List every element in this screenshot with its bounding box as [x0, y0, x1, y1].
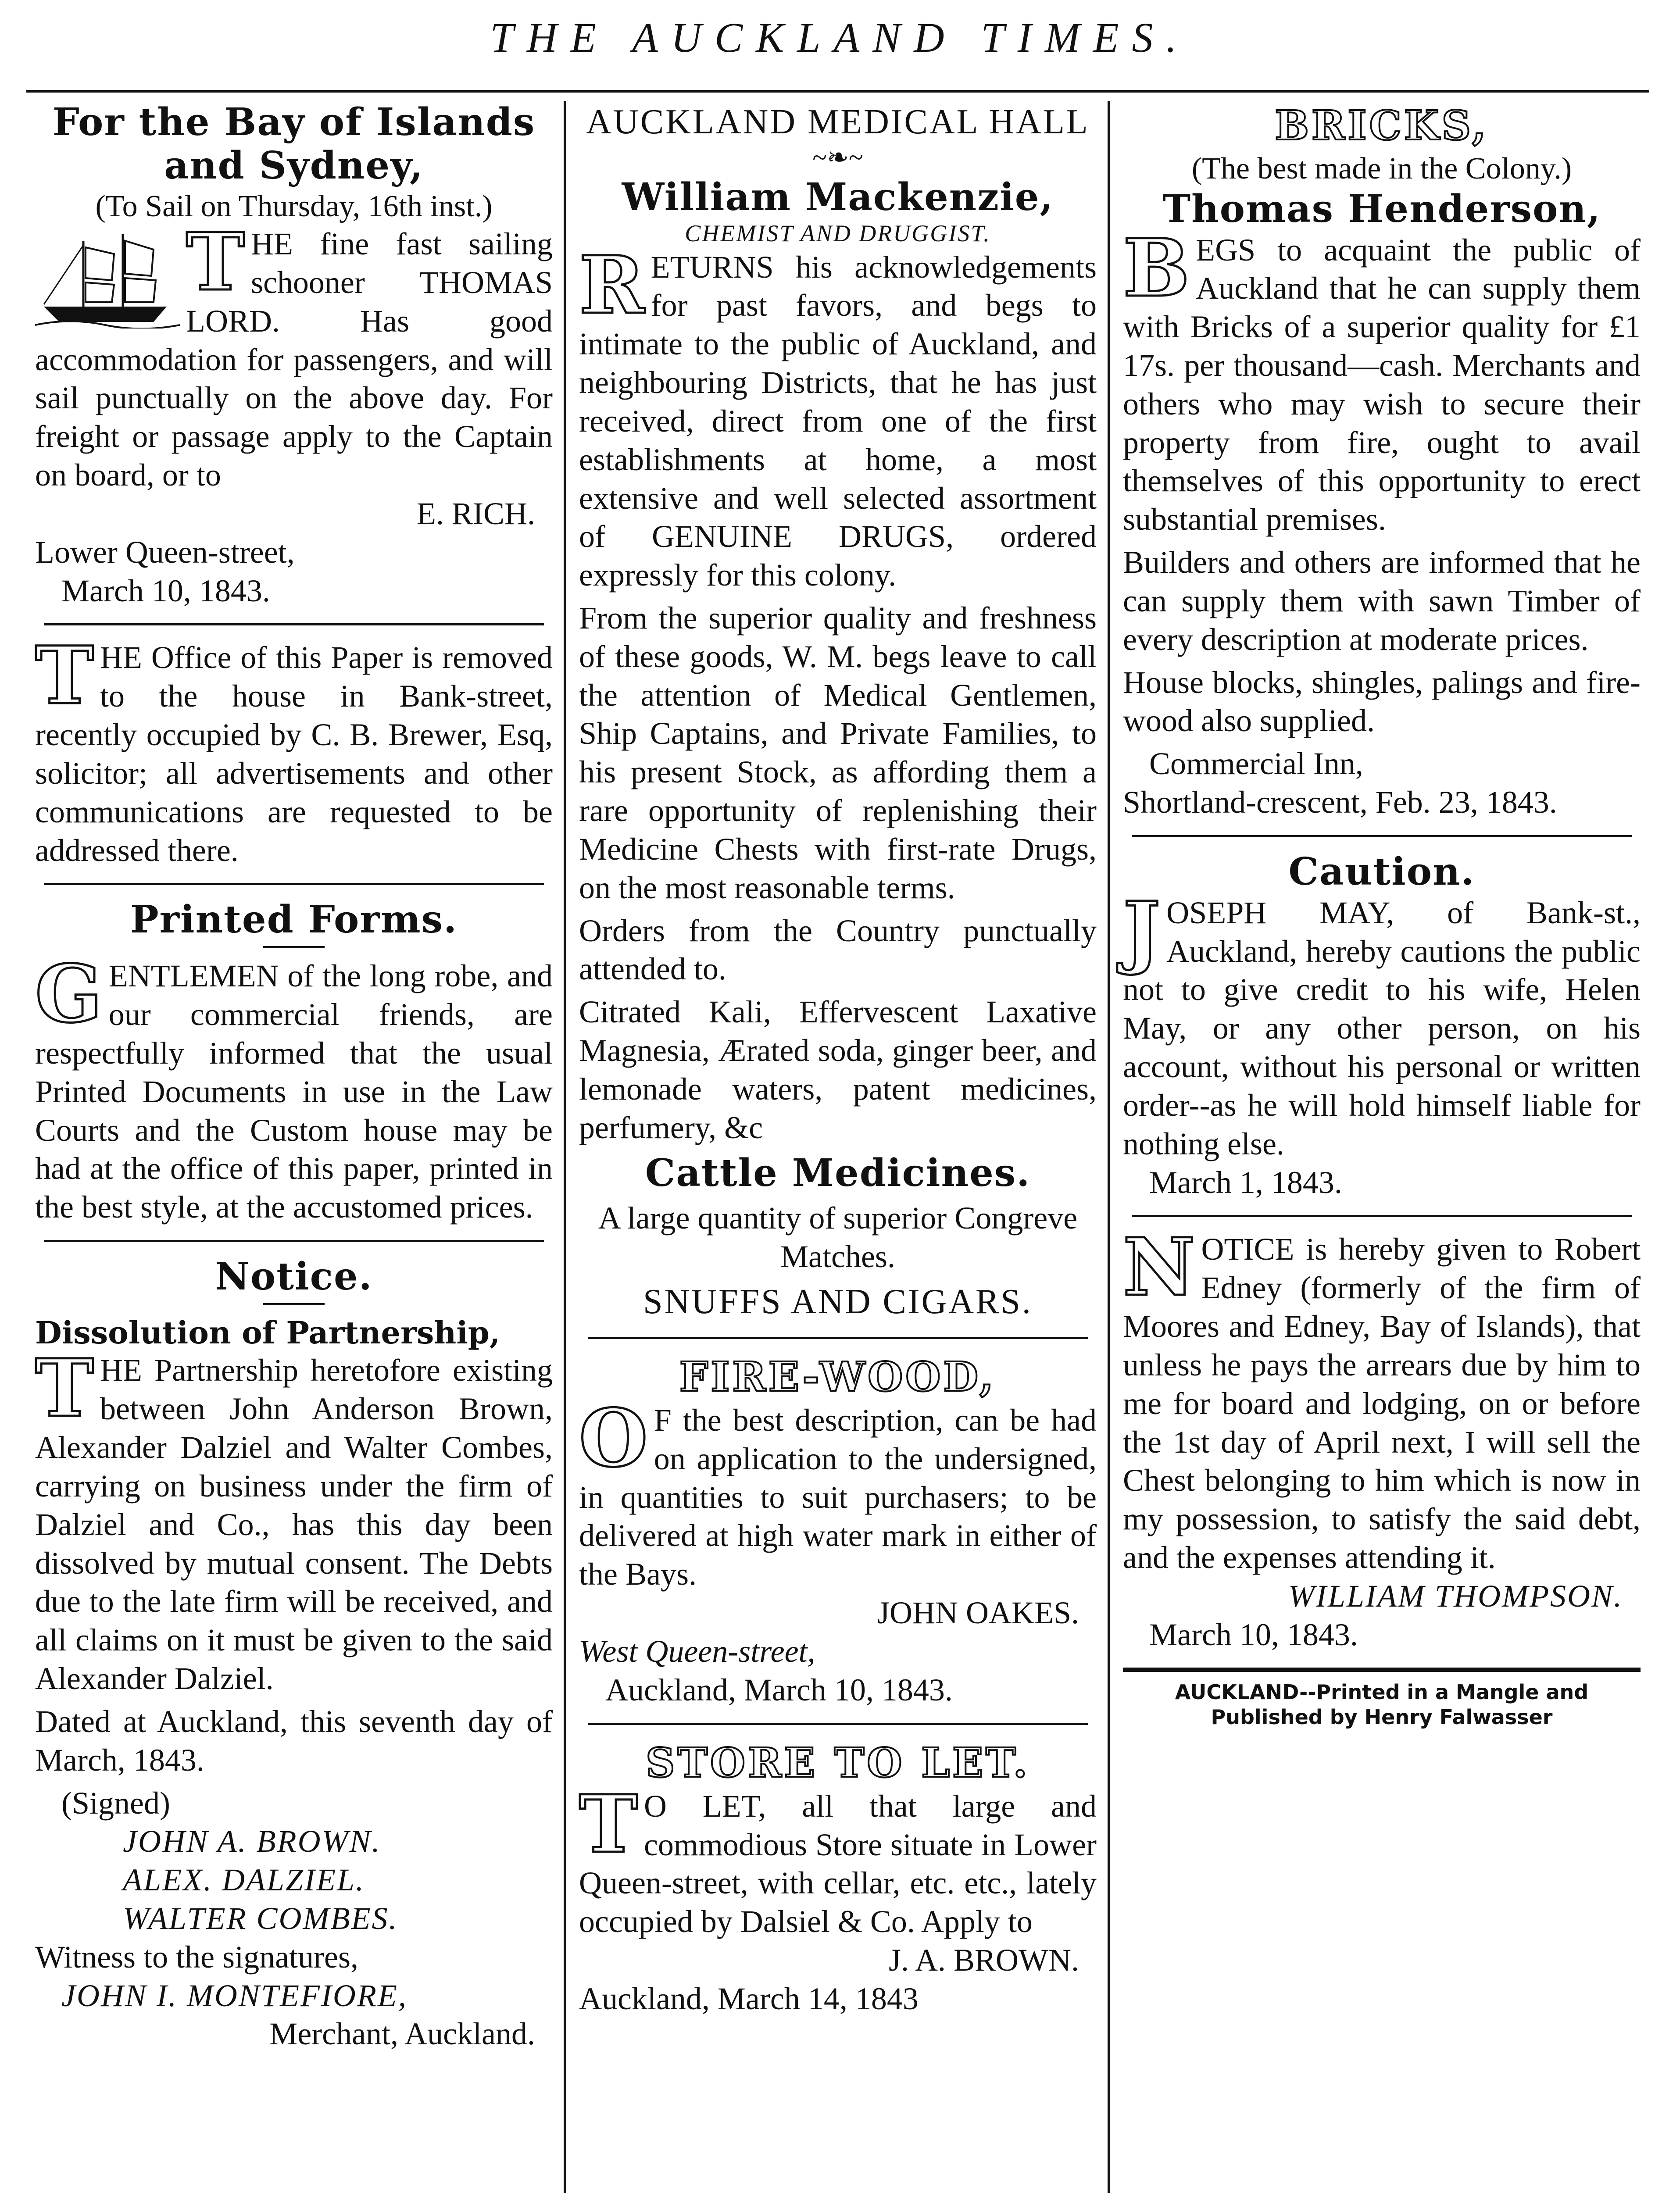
divider — [588, 1337, 1088, 1339]
divider — [588, 1723, 1088, 1725]
ad-place: Commercial Inn, — [1149, 746, 1363, 782]
witness-role: Merchant, Auckland. — [269, 2016, 535, 2052]
ad-date: Shortland-crescent, Feb. 23, 1843. — [1123, 785, 1557, 820]
ad-paragraph: Citrated Kali, Effervescent Laxative Magnesia, Ærated soda, ginger beer, and lemonade waters, patent medicines, perfumery, &c — [579, 994, 1097, 1145]
ad-paragraph: Orders from the Country punctually attended to. — [579, 913, 1097, 987]
divider — [44, 1240, 544, 1242]
ad-paragraph: House blocks, shingles, palings and fire-wood also supplied. — [1123, 664, 1641, 739]
ad-date: March 10, 1843. — [1149, 1617, 1358, 1652]
ad-date: Auckland, March 10, 1843. — [605, 1672, 953, 1707]
imprint-footer: AUCKLAND--Printed in a Mangle and Published by Henry Falwasser — [1123, 1668, 1641, 1730]
drop-cap: J — [1123, 884, 1161, 977]
ad-medical-hall — [579, 101, 1097, 1324]
drop-cap: N — [1123, 1221, 1195, 1314]
ad-body: HE Office of this Paper is removed to the house in Bank-street, recently occupied by C. B. Brewer, Esq, solicitor; all advertisements and other communications are requested to be addressed there. — [35, 640, 553, 868]
ad-notice-edney — [1123, 1221, 1641, 1654]
drop-cap: R — [579, 239, 645, 332]
column-divider — [564, 101, 566, 2193]
ad-body: HE Partnership heretofore existing between John Anderson Brown, Alexander Dalziel and Walter Combes, carrying on business under the firm of Dalziel and Co., has this day been dissolved by mutual consent. The Debts due to the late firm will be received, and all claims on it must be given to the said Alexander Dalziel. — [35, 1353, 553, 1697]
ad-body: EGS to acquaint the public of Auckland that he can supply them with Bricks of a superior quality for £1 17s. per thousand—cash. Merchants and others who may wish to secure their property from fire, ought to avail themselves of this opportunity to erect substantial premises. — [1123, 232, 1641, 537]
ad-title: Printed Forms. — [130, 897, 458, 942]
ad-title: FIRE-WOOD, — [679, 1353, 996, 1400]
ad-bay-of-islands — [35, 101, 553, 610]
ad-heading: SNUFFS AND CIGARS. — [643, 1282, 1033, 1322]
ad-date: March 10, 1843. — [61, 573, 270, 608]
ad-title: Caution. — [1288, 849, 1475, 894]
ad-title: AUCKLAND MEDICAL HALL — [586, 103, 1090, 141]
column-divider — [1108, 101, 1110, 2193]
masthead: THE AUCKLAND TIMES. — [490, 14, 1190, 61]
ad-name: William Mackenzie, — [622, 175, 1054, 219]
ad-place: Lower Queen-street, — [35, 534, 295, 570]
ad-caution — [1123, 850, 1641, 1202]
ad-body: F the best description, can be had on application to the undersigned, in quantities to suit purchasers; to be delivered at high water mark in either of the Bays. — [579, 1402, 1097, 1592]
ad-body: OTICE is hereby given to Robert Edney (formerly of the firm of Moores and Edney, Bay of Islands), that unless he pays the arrears due by him to me for board and lodging, on or before the 1st day of April next, I will sell the Chest belonging to him which is now in my possession, to satisfy the said debt, and the expenses attending it. — [1123, 1232, 1641, 1575]
divider — [44, 623, 544, 625]
drop-cap: G — [35, 948, 103, 1041]
ad-title: Notice. — [215, 1254, 373, 1299]
ad-signed: (Signed) — [61, 1785, 170, 1821]
ad-signature: JOHN OAKES. — [877, 1595, 1079, 1631]
short-divider — [263, 1303, 325, 1305]
column-2 — [579, 101, 1097, 2027]
ad-signature: J. A. BROWN. — [888, 1943, 1079, 1978]
ad-title: BRICKS, — [1275, 102, 1489, 149]
ad-body: HE fine fast sailing schooner THOMAS LORD. Has good accommodation for passengers, and will sail punctually on the above day. For freight or passage apply to the Captain on board, or to — [35, 226, 553, 493]
ornament-icon: ~❧~ — [812, 143, 863, 172]
ad-place: West Queen-street, — [579, 1633, 815, 1669]
witness-name: JOHN I. MONTEFIORE, — [61, 1978, 407, 2013]
ad-body: ETURNS his acknowledgements for past favors, and begs to intimate to the public of Auckland, and neighbouring Districts, that he has just received, direct from one of the first establishments at home, a most extensive and well selected assortment of GENUINE DRUGS, ordered expressly for this colony. — [579, 249, 1097, 593]
short-divider — [263, 946, 325, 948]
ad-date: March 1, 1843. — [1149, 1164, 1342, 1200]
column-1 — [35, 101, 553, 2062]
ad-printed-forms — [35, 898, 553, 1227]
ad-title: For the Bay of Islands and Sydney, — [52, 100, 536, 188]
drop-cap: O — [579, 1392, 648, 1485]
ad-fire-wood — [579, 1352, 1097, 1710]
divider — [1132, 835, 1632, 837]
drop-cap: T — [35, 629, 94, 722]
ad-role: CHEMIST AND DRUGGIST. — [685, 220, 991, 246]
masthead-rule — [26, 90, 1649, 93]
ad-store-to-let — [579, 1738, 1097, 2018]
ad-paragraph: A large quantity of superior Congreve Matches. — [598, 1200, 1078, 1275]
ad-heading: Cattle Medicines. — [645, 1150, 1031, 1195]
signer-1: JOHN A. BROWN. — [123, 1824, 381, 1859]
drop-cap: T — [35, 1342, 94, 1435]
witness-label: Witness to the signatures, — [35, 1939, 358, 1975]
ad-bricks — [1123, 101, 1641, 822]
ad-paragraph: Builders and others are informed that he can supply them with sawn Timber of every description at moderate prices. — [1123, 545, 1641, 657]
ad-signature: WILLIAM THOMPSON. — [1288, 1578, 1623, 1614]
ad-signature: E. RICH. — [417, 496, 535, 531]
ship-icon — [35, 228, 180, 329]
divider — [44, 883, 544, 885]
ad-subtitle: (The best made in the Colony.) — [1191, 152, 1572, 186]
ad-paragraph: From the superior quality and freshness of these goods, W. M. begs leave to call the attention of Medical Gentlemen, Ship Captains, and Private Families, to his present Stock, as affording them a rare opportunity of replenishing their Medicine Chests with first-rate Drugs, on the most reasonable terms. — [579, 600, 1097, 905]
ad-body: O LET, all that large and commodious Store situate in Lower Queen-street, with cellar, etc. etc., lately occupied by Dalsiel & Co. Apply to — [579, 1788, 1097, 1939]
column-3 — [1123, 101, 1641, 1730]
ad-dissolution-notice — [35, 1255, 553, 2054]
ad-date: Auckland, March 14, 1843 — [579, 1981, 919, 2016]
ad-dated: Dated at Auckland, this seventh day of March, 1843. — [35, 1704, 553, 1778]
ad-office-removed — [35, 629, 553, 870]
drop-cap: B — [1123, 221, 1190, 314]
drop-cap: T — [579, 1778, 638, 1871]
ad-subtitle: Dissolution of Partnership, — [35, 1314, 500, 1351]
ad-subtitle: (To Sail on Thursday, 16th inst.) — [95, 189, 493, 223]
signer-2: ALEX. DALZIEL. — [123, 1862, 365, 1898]
ad-body: OSEPH MAY, of Bank-st., Auckland, hereby cautions the public not to give credit to his wife, Helen May, or any other person, on his account, without his personal or written order--as he will hold himself liable for nothing else. — [1123, 895, 1641, 1161]
divider — [1132, 1215, 1632, 1217]
ad-title: STORE TO LET. — [646, 1739, 1030, 1786]
ad-body: ENTLEMEN of the long robe, and our commercial friends, are respectfully informed that the usual Printed Documents in use in the Law Courts and the Custom house may be had at the office of this paper, printed in the best style, at the accustomed prices. — [35, 958, 553, 1225]
drop-cap: T — [186, 216, 245, 309]
ad-name: Thomas Henderson, — [1162, 186, 1601, 231]
signer-3: WALTER COMBES. — [123, 1900, 398, 1936]
